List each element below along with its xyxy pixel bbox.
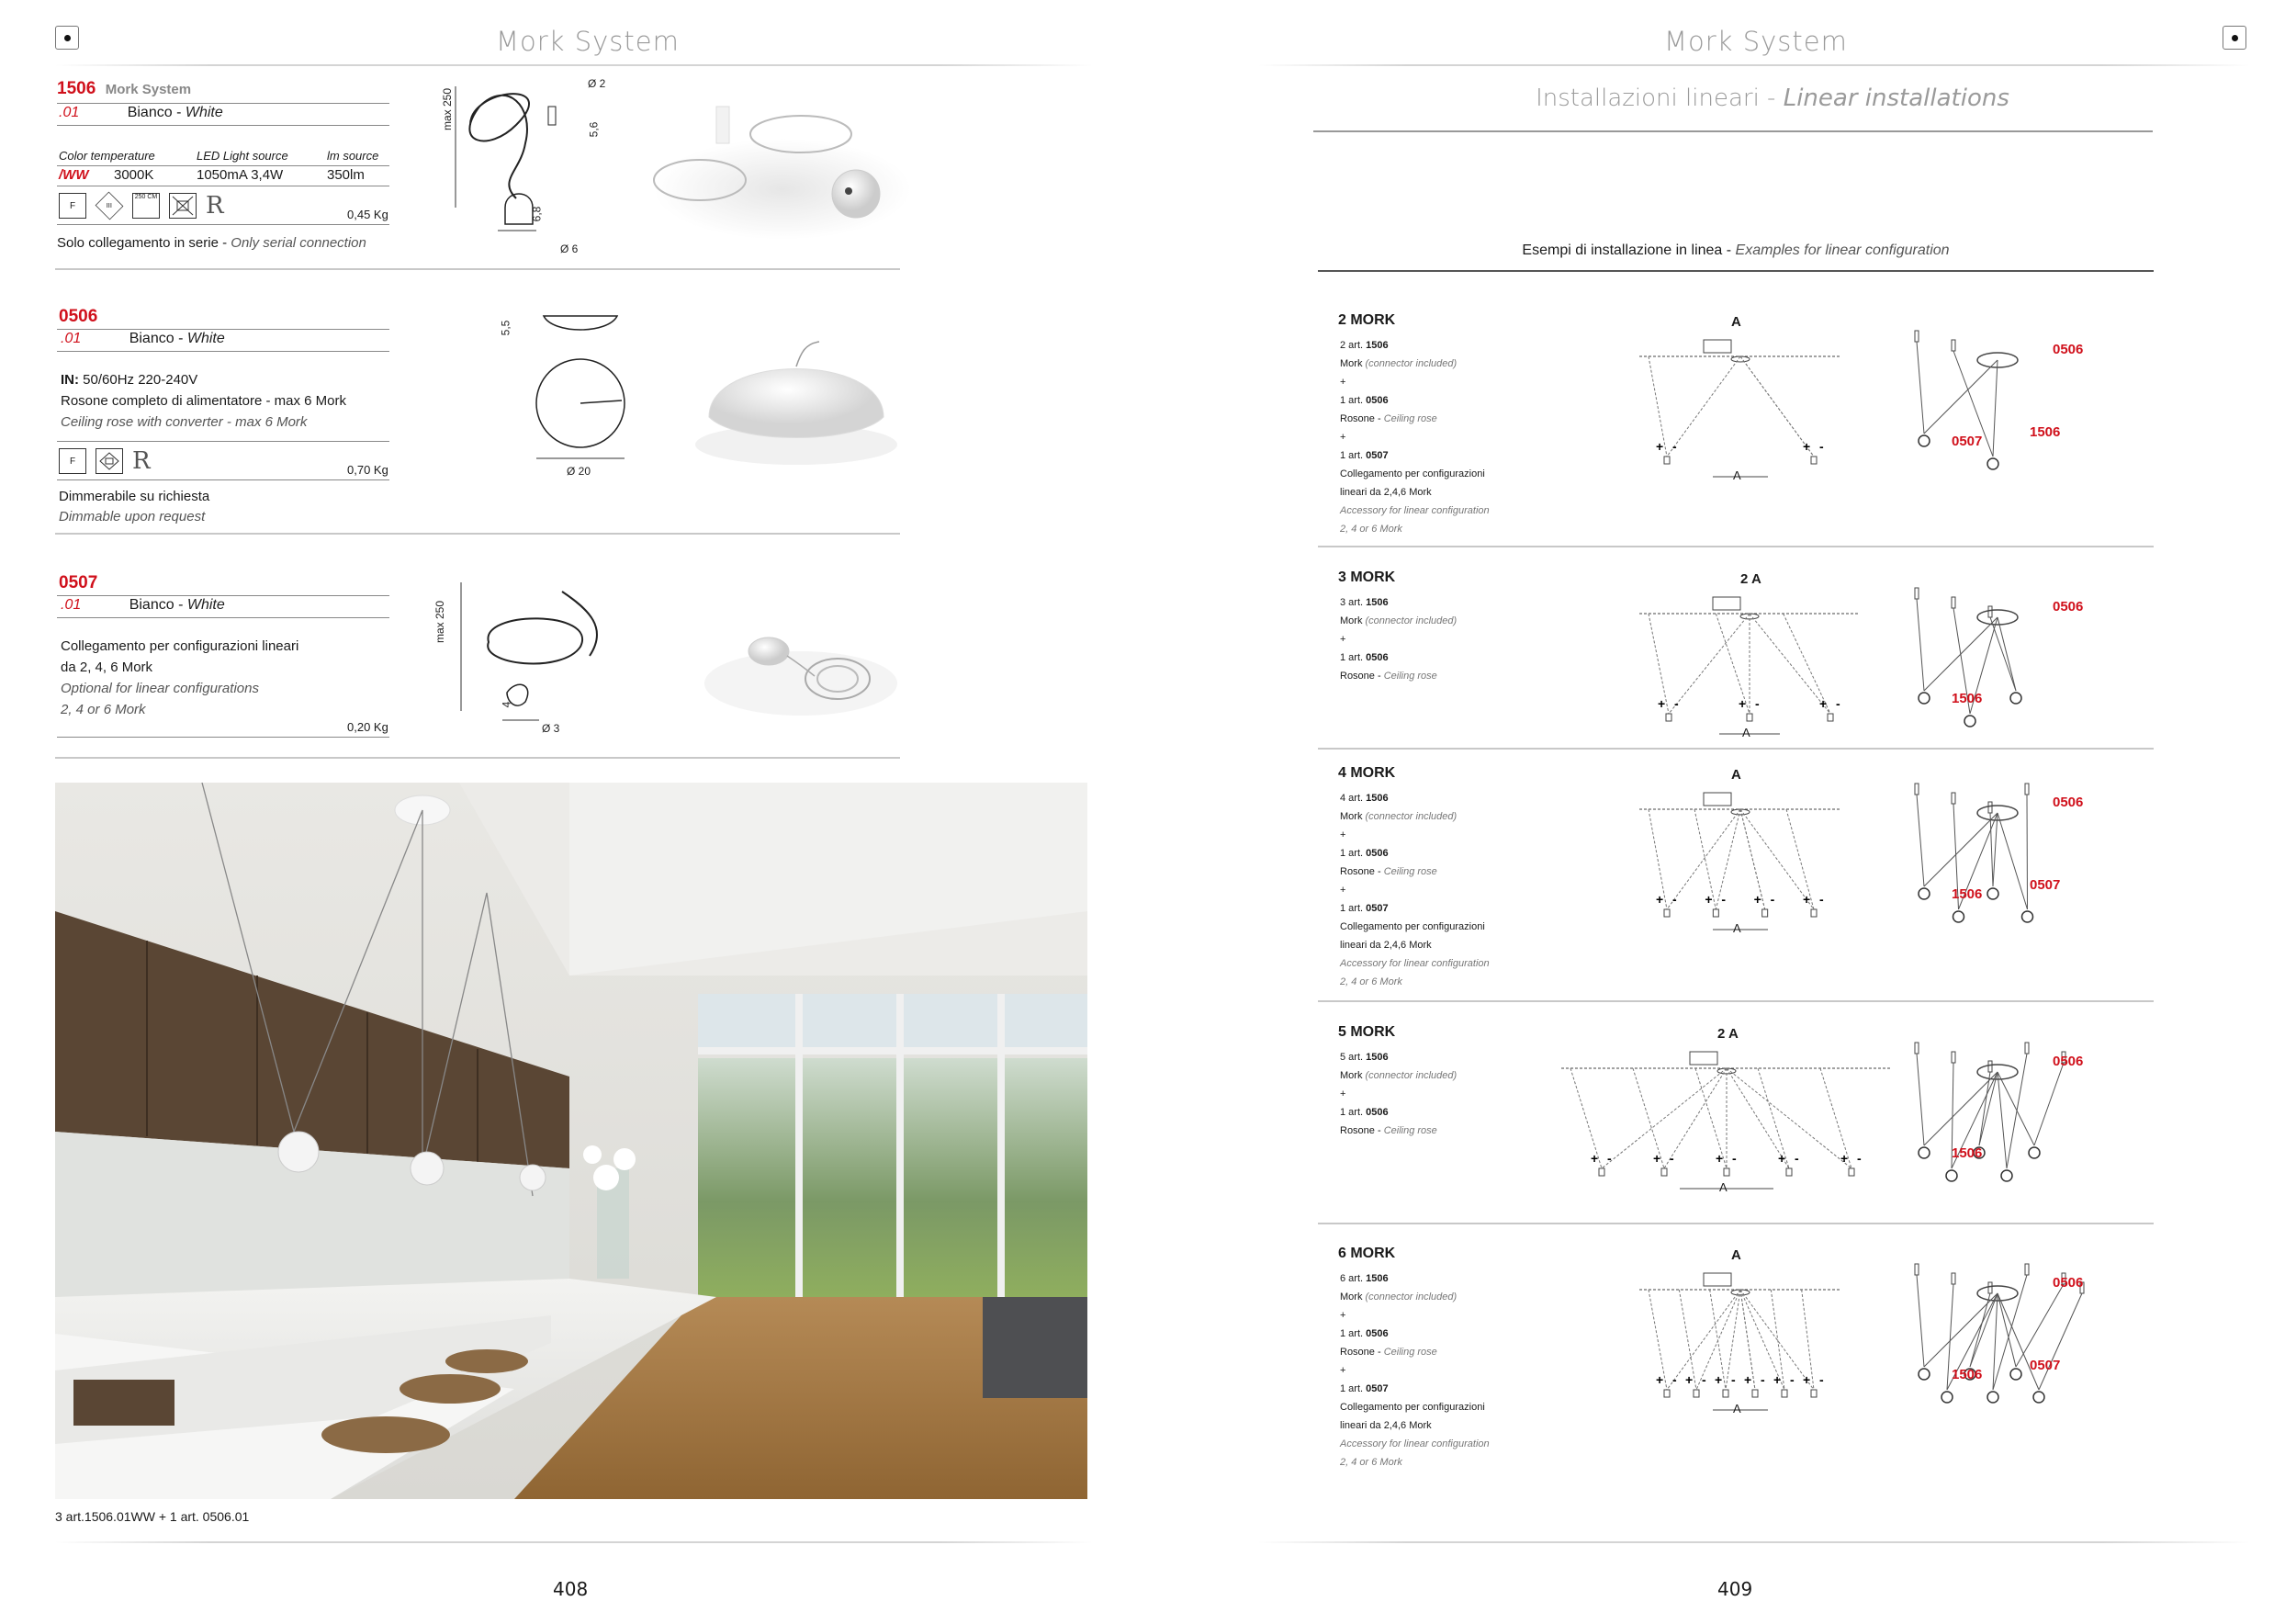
subtitle-rule [1313,130,2153,132]
dim-top-label: A [1731,314,1741,330]
variant-code: .01 [61,597,82,613]
right-header-title: Mork System [1664,26,1848,57]
desc-en: Optional for linear configurations [61,681,259,696]
part-label: 0507 [1952,434,1983,449]
svg-text:-: - [1672,892,1677,907]
product-photo-0506 [691,316,902,472]
dim-label: Ø 3 [542,722,560,735]
weight: 0,70 Kg [347,463,388,477]
desc-it: Rosone completo di alimentatore - max 6 Mork [61,393,346,409]
svg-text:-: - [1836,696,1840,711]
f-mark-icon: F [59,193,86,219]
weight: 0,20 Kg [347,720,388,734]
config-line: Rosone - Ceiling rose [1340,671,1437,682]
config-line: + [1340,377,1346,388]
config-line: Mork (connector included) [1340,811,1458,822]
left-footer-rule [55,1541,1093,1543]
config-line: Mork (connector included) [1340,1291,1458,1303]
config-line: Collegamento per configurazioni [1340,921,1485,932]
note-en: Dimmable upon request [59,509,206,524]
note-en: Only serial connection [231,235,366,251]
product-0506: 0506 .01 Bianco - White IN: 50/60Hz 220-240V Rosone completo di alimentatore - max 6 Mork Ceiling rose with converter - max 6 Mork F R 0,70 Kg Dimmerabile su richiesta Dimmable upon request 5,5 Ø 20 [57,307,902,536]
dim-label: Ø 6 [560,242,579,255]
product-1506: 1506 Mork System .01 Bianco - White Color temperature LED Light source lm source /WW 3000K 1050mA 3,4W 350lm F III 250 CM R 0,45 Kg Solo collegamento in serie - Only serial connection max 250 Ø 2 5,6 6,8 Ø 6 [57,79,902,272]
svg-text:-: - [1674,696,1679,711]
svg-text:-: - [1721,892,1727,907]
config-section [1318,305,2154,553]
left-header-title: Mork System [496,26,680,57]
config-line: 1 art. 0506 [1340,1328,1389,1339]
config-title: 3 MORK [1338,570,1396,585]
config-line: lineari da 2,4,6 Mork [1340,487,1432,498]
class-iii-icon: III [96,192,124,220]
color-it: Bianco [127,105,173,120]
product-0507: 0507 .01 Bianco - White Collegamento per configurazioni lineari da 2, 4, 6 Mork Optional for linear configurations 2, 4 or 6 Mork 0,20 Kg max 250 4 Ø 3 [57,573,902,757]
svg-text:-: - [1755,696,1760,711]
dim-top-label: A [1731,1247,1741,1263]
config-line: Rosone - Ceiling rose [1340,866,1437,877]
config-line: lineari da 2,4,6 Mork [1340,940,1432,951]
config-line: 2 art. 1506 [1340,340,1389,351]
part-label: 1506 [1952,1145,1983,1161]
config-line: 1 art. 0507 [1340,903,1389,914]
in-value: 50/60Hz 220-240V [83,372,198,388]
svg-text:+: + [1591,1151,1599,1166]
config-line: + [1340,1365,1346,1376]
color-en: White [186,331,225,346]
note-it: Dimmerabile su richiesta [59,489,210,504]
spec-header: Color temperature [59,149,155,163]
color-en: White [186,597,225,613]
variant-code: .01 [61,331,82,346]
dim-label: 5,5 [499,320,512,336]
section-divider [1318,1000,2154,1002]
section-divider [1318,1223,2154,1224]
svg-text:+: + [1819,696,1828,711]
svg-text:+: + [1685,1372,1694,1387]
dim-bottom-label: A [1742,726,1750,739]
dim-bottom-label: A [1733,1402,1741,1415]
dim-label: 5,6 [587,121,601,138]
svg-text:-: - [1857,1151,1862,1166]
config-line: + [1340,885,1346,896]
config-line: 2, 4 or 6 Mork [1340,1457,1402,1468]
spec-value: 350lm [327,167,365,183]
config-line: + [1340,829,1346,840]
svg-text:-: - [1770,892,1775,907]
svg-text:+: + [1716,1151,1724,1166]
part-label: 0506 [2053,599,2084,615]
part-label: 1506 [1952,691,1983,706]
svg-text:+: + [1656,1372,1664,1387]
config-line: Collegamento per configurazioni [1340,468,1485,479]
svg-text:-: - [1819,892,1824,907]
part-label: 0507 [2030,1358,2061,1373]
svg-text:+: + [1803,439,1811,454]
svg-text:+: + [1705,892,1713,907]
product-code: 0507 [59,573,98,592]
svg-text:-: - [1819,439,1824,454]
spec-header: LED Light source [197,149,288,163]
in-label: IN: [61,372,79,388]
svg-text:-: - [1819,1372,1824,1387]
svg-text:-: - [1672,439,1677,454]
config-line: 1 art. 0506 [1340,395,1389,406]
part-label: 1506 [1952,886,1983,902]
technical-drawing-0506 [516,298,645,472]
section-divider [1318,546,2154,547]
product-code: 1506 [57,79,96,98]
f-mark-icon: F [59,448,86,474]
dim-label: 6,8 [530,206,544,222]
config-line: Mork (connector included) [1340,358,1458,369]
technical-drawing-1506 [433,70,617,254]
photo-caption: 3 art.1506.01WW + 1 art. 0506.01 [55,1509,250,1524]
svg-text:+: + [1778,1151,1786,1166]
weight: 0,45 Kg [347,208,388,221]
svg-text:+: + [1840,1151,1849,1166]
config-line: 6 art. 1506 [1340,1273,1389,1284]
svg-text:-: - [1702,1372,1706,1387]
desc-it: Collegamento per configurazioni lineari [61,638,299,654]
config-line: 1 art. 0507 [1340,1383,1389,1394]
examples-rule [1318,270,2154,272]
section-subtitle: Installazioni lineari - Linear installations [1536,85,2009,112]
page-marker-icon [55,26,79,50]
product-photo-0507 [700,592,902,729]
config-title: 4 MORK [1338,765,1396,781]
config-section [1318,1017,2154,1230]
spec-code: /WW [59,167,89,183]
config-line: 3 art. 1506 [1340,597,1389,608]
dim-label: max 250 [433,600,446,643]
color-it: Bianco [129,331,174,346]
dim-label: max 250 [441,87,454,130]
svg-text:-: - [1731,1372,1736,1387]
config-section [1318,758,2154,1008]
svg-text:+: + [1715,1372,1723,1387]
config-line: Accessory for linear configuration [1340,958,1490,969]
spec-value: 3000K [114,167,154,183]
svg-text:+: + [1656,892,1664,907]
config-line: 1 art. 0506 [1340,848,1389,859]
part-label: 0507 [2030,877,2061,893]
config-line: Accessory for linear configuration [1340,1438,1490,1449]
config-line: Mork (connector included) [1340,615,1458,626]
config-line: Rosone - Ceiling rose [1340,413,1437,424]
dim-top-label: 2 A [1717,1026,1739,1042]
desc-en: 2, 4 or 6 Mork [61,702,146,717]
config-line: Mork (connector included) [1340,1070,1458,1081]
part-label: 0506 [2053,342,2084,357]
config-line: Rosone - Ceiling rose [1340,1125,1437,1136]
svg-text:-: - [1795,1151,1799,1166]
config-line: 1 art. 0506 [1340,652,1389,663]
config-line: Collegamento per configurazioni [1340,1402,1485,1413]
right-header-rule [1258,64,2250,66]
right-page-number: 409 [1717,1578,1753,1600]
part-label: 1506 [1952,1367,1983,1382]
part-label: 0506 [2053,1054,2084,1069]
config-section [1318,1238,2154,1514]
config-line: 5 art. 1506 [1340,1052,1389,1063]
config-line: Rosone - Ceiling rose [1340,1347,1437,1358]
dim-label: Ø 20 [567,465,591,478]
svg-text:-: - [1790,1372,1795,1387]
svg-text:+: + [1739,696,1747,711]
distance-icon: 250 CM [132,193,160,219]
svg-text:+: + [1656,439,1664,454]
left-header-rule [55,64,1093,66]
config-line: 2, 4 or 6 Mork [1340,976,1402,987]
variant-code: .01 [59,105,80,120]
svg-text:-: - [1732,1151,1737,1166]
config-title: 5 MORK [1338,1024,1396,1040]
part-label: 0506 [2053,1275,2084,1291]
dim-label: Ø 2 [588,77,606,90]
r-mark-icon: R [206,192,224,220]
config-line: lineari da 2,4,6 Mork [1340,1420,1432,1431]
svg-text:+: + [1744,1372,1752,1387]
dim-bottom-label: A [1733,468,1741,482]
desc-it: da 2, 4, 6 Mork [61,660,153,675]
config-line: 1 art. 0506 [1340,1107,1389,1118]
product-code: 0506 [59,307,98,326]
spec-value: 1050mA 3,4W [197,167,284,183]
config-line: + [1340,1310,1346,1321]
config-line: + [1340,634,1346,645]
svg-text:+: + [1753,892,1761,907]
interior-photo [55,783,1087,1499]
product-photo-1506 [645,88,920,254]
svg-text:-: - [1670,1151,1674,1166]
config-line: 1 art. 0507 [1340,450,1389,461]
config-section [1318,562,2154,755]
svg-text:+: + [1653,1151,1661,1166]
r-mark-icon: R [132,447,151,475]
part-label: 0506 [2053,795,2084,810]
examples-title: Esempi di installazione in linea - Examples for linear configuration [1522,242,1950,258]
part-label: 1506 [2030,424,2061,440]
config-title: 2 MORK [1338,312,1396,328]
note-it: Solo collegamento in serie [57,235,219,251]
dim-bottom-label: A [1733,921,1741,935]
section-divider [1318,748,2154,750]
config-line: + [1340,432,1346,443]
config-line: 4 art. 1506 [1340,793,1389,804]
right-footer-rule [1258,1541,2250,1543]
svg-text:+: + [1803,892,1811,907]
dim-label: 4 [500,701,513,708]
desc-en: Ceiling rose with converter - max 6 Mork [61,414,308,430]
svg-text:-: - [1672,1372,1677,1387]
color-en: White [185,105,223,120]
config-line: Accessory for linear configuration [1340,505,1490,516]
svg-text:-: - [1761,1372,1765,1387]
dim-bottom-label: A [1719,1180,1728,1194]
dim-top-label: 2 A [1740,571,1761,587]
config-line: 2, 4 or 6 Mork [1340,524,1402,535]
left-page-number: 408 [553,1578,589,1600]
color-it: Bianco [129,597,174,613]
ceiling-mount-icon [96,448,123,474]
svg-text:+: + [1658,696,1666,711]
dim-top-label: A [1731,767,1741,783]
svg-text:-: - [1607,1151,1612,1166]
config-line: + [1340,1088,1346,1100]
page-marker-icon [2223,26,2246,50]
svg-text:+: + [1803,1372,1811,1387]
product-series: Mork System [105,82,192,97]
no-cover-icon [169,193,197,219]
spec-header: lm source [327,149,379,163]
config-title: 6 MORK [1338,1246,1396,1261]
svg-text:+: + [1773,1372,1782,1387]
